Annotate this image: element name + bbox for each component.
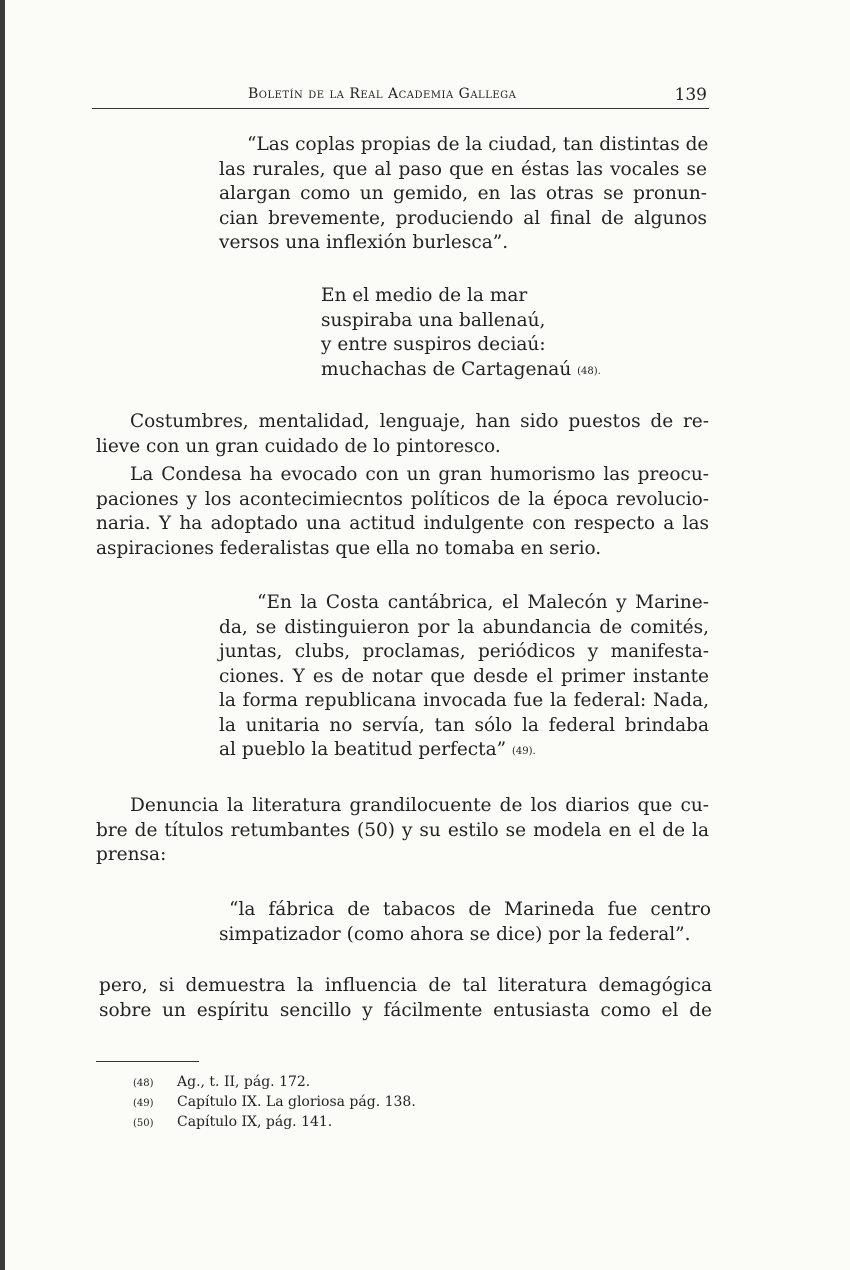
footnote-text: Capítulo IX, pág. 141. [177, 1114, 333, 1130]
footnote-mark: (48) [133, 1078, 154, 1089]
paragraph-denuncia [96, 794, 709, 868]
text-line: paciones y los acontecimiecntos políticos de la época revolucio- [96, 488, 709, 510]
text-line: da, se distinguieron por la abundancia de comités, [219, 616, 709, 638]
text-line: cian brevemente, produciendo al final de algunos [219, 207, 707, 229]
text-line: prensa: [96, 844, 167, 865]
verse-line: y entre suspiros deciaú: [321, 334, 546, 355]
text-line: ciones. Y es de notar que desde el primer instante [219, 665, 709, 687]
running-header [92, 86, 709, 109]
text-line: “Las coplas propias de la ciudad, tan distintas de [247, 134, 709, 155]
text-line: alargan como un gemido, en las otras se pronun- [219, 183, 707, 204]
footnote-mark: (50) [133, 1118, 154, 1129]
verse-line [321, 358, 621, 385]
verse-line: suspiraba una ballenaú, [321, 309, 546, 331]
quote-coplas [219, 133, 707, 256]
text-line: Denuncia la literatura grandilocuente de los diarios que cu- [130, 795, 709, 816]
text-line [219, 738, 709, 765]
footnote-mark: (49) [133, 1098, 154, 1109]
text-line: sobre un espíritu sencillo y fácilmente entusiasta como el de [99, 999, 712, 1021]
paragraph-pero [99, 974, 712, 1023]
text-line: pero, si demuestra la influencia de tal literatura demagógica [99, 975, 712, 996]
verse-line: En el medio de la mar [321, 285, 528, 306]
footnote-50 [133, 1113, 416, 1133]
text-line: juntas, clubs, proclamas, periódicos y manifesta- [219, 641, 709, 662]
text-line: las rurales, que al paso que en éstas las vocales se [219, 158, 707, 180]
quote-text: al pueblo la beatitud perfecta” [219, 739, 507, 760]
text-line: Costumbres, mentalidad, lenguaje, han sido puestos de re- [130, 411, 709, 432]
text-line: la unitaria no servía, tan sólo la federal brindaba [219, 714, 709, 736]
text-line: aspiraciones federalistas que ella no tomaba en serio. [96, 537, 602, 559]
quote-costa-cantabrica [219, 591, 709, 765]
text-line: “En la Costa cantábrica, el Malecón y Marine- [257, 592, 709, 613]
text-line: “la fábrica de tabacos de Marineda fue centro [229, 899, 711, 920]
paragraph-condesa [96, 463, 709, 561]
page-binding-edge [0, 0, 5, 1270]
page-number: 139 [674, 85, 707, 105]
footnote-48 [133, 1073, 416, 1093]
verse-block [321, 284, 621, 384]
text-line: lieve con un gran cuidado de lo pintoresco. [96, 435, 501, 457]
text-line: la forma republicana invocada fue la federal: Nada, [219, 690, 709, 711]
verse-text: muchachas de Cartagenaú [321, 358, 572, 380]
paragraph-costumbres [96, 410, 709, 459]
text-line: versos una inflexión burlesca”. [219, 232, 509, 253]
journal-title: Boletín de la Real Academia Gallega [248, 86, 517, 102]
footnote-text: Capítulo IX. La gloriosa pág. 138. [177, 1094, 416, 1110]
footnotes [133, 1073, 416, 1133]
text-line: La Condesa ha evocado con un gran humorismo las preocu- [130, 464, 709, 485]
quote-fabrica-tabacos [219, 898, 711, 947]
footnote-49 [133, 1093, 416, 1113]
text-line: simpatizador (como ahora se dice) por la federal”. [219, 923, 691, 945]
footnote-ref-48: (48). [577, 365, 601, 377]
footnote-text: Ag., t. II, pág. 172. [177, 1074, 311, 1090]
footnote-divider [96, 1061, 199, 1062]
text-line: bre de títulos retumbantes (50) y su estilo se modela en el de la [96, 819, 709, 841]
text-line: naria. Y ha adoptado una actitud indulgente con respecto a las [96, 513, 709, 534]
footnote-ref-49: (49). [511, 746, 536, 757]
